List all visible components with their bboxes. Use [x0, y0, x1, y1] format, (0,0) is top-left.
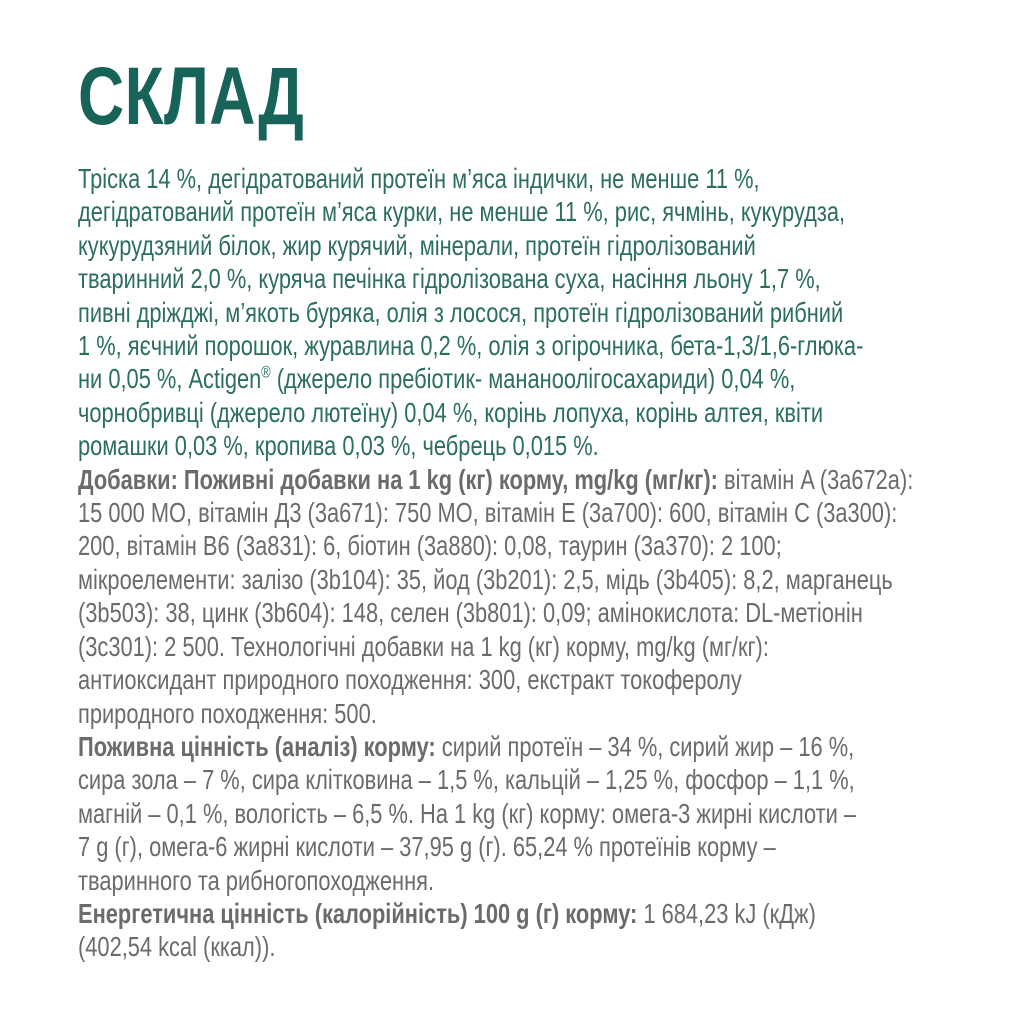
text-segment: 200, вітамін B6 (3a831): 6, біотин (3a880): 0,08, таурин (3a370): 2 100; [78, 530, 782, 562]
text-segment: тваринний 2,0 %, куряча печінка гідролізована суха, насіння льону 1,7 %, [78, 263, 821, 295]
text-segment: тваринного та рибногопоходження. [78, 864, 435, 896]
text-line [78, 930, 975, 963]
text-segment: (3b503): 38, цинк (3b604): 148, селен (3b801): 0,09; амінокислота: DL-метіонін [78, 597, 863, 629]
text-segment: ни 0,05 %, Actigen® (джерело пребіотик- мананоолігосахариди) 0,04 %, [78, 363, 796, 395]
text-segment: 1 684,23 kJ (кДж) [637, 897, 816, 929]
label-body [78, 162, 975, 964]
text-line [78, 563, 975, 596]
text-segment: (402,54 kcal (ккал)). [78, 931, 276, 963]
text-line [78, 697, 975, 730]
text-segment: ромашки 0,03 %, кропива 0,03 %, чебрець 0,015 %. [78, 430, 599, 462]
text-segment: пивні дріжджі, м’якоть буряка, олія з лосося, протеїн гідролізований рибний [78, 296, 844, 328]
page-title: СКЛАД [78, 51, 305, 142]
text-segment: вітамін A (3a672a): [717, 463, 914, 495]
registered-trademark-symbol: ® [261, 364, 271, 383]
text-line [78, 897, 975, 930]
text-segment: 7 g (г), омега-6 жирні кислоти – 37,95 g (г). 65,24 % протеїнів корму – [78, 831, 776, 863]
text-segment: сира зола – 7 %, сира клітковина – 1,5 %, кальцій – 1,25 %, фосфор – 1,1 %, [78, 764, 855, 796]
text-line [78, 296, 975, 329]
section-composition [78, 162, 975, 463]
label-content [78, 51, 975, 964]
text-segment: 1 %, яєчний порошок, журавлина 0,2 %, олія з огірочника, бета-1,3/1,6-глюка- [78, 330, 864, 362]
text-line [78, 262, 975, 295]
text-line [78, 663, 975, 696]
text-segment: чорнобривці (джерело лютеїну) 0,04 %, корінь лопуха, корінь алтея, квіти [78, 396, 824, 428]
bold-text-segment: Поживна цінність (аналіз) корму: [78, 730, 436, 762]
text-line [78, 763, 975, 796]
text-line [78, 162, 975, 195]
section-nutritional-value [78, 730, 975, 897]
bold-text-segment: Добавки: Поживні добавки на 1 kg (кг) корму, mg/kg (мг/кг): [78, 463, 718, 495]
text-line [78, 529, 975, 562]
text-line [78, 797, 975, 830]
text-segment: природного походження: 500. [78, 697, 377, 729]
bold-text-segment: Енергетична цінність (калорійність) 100 g (г) корму: [78, 897, 638, 929]
text-segment: кукурудзяний білок, жир курячий, мінерали, протеїн гідролізований [78, 229, 756, 261]
text-line [78, 830, 975, 863]
text-line [78, 463, 975, 496]
text-line [78, 396, 975, 429]
text-line [78, 596, 975, 629]
text-segment: дегідратований протеїн м’яса курки, не менше 11 %, рис, ячмінь, кукурудза, [78, 196, 846, 228]
text-line [78, 429, 975, 462]
text-line [78, 730, 975, 763]
text-line [78, 362, 975, 395]
text-line [78, 195, 975, 228]
text-line [78, 329, 975, 362]
text-segment: Тріска 14 %, дегідратований протеїн м’яса індички, не менше 11 %, [78, 163, 760, 194]
section-additives [78, 463, 975, 730]
text-segment: мікроелементи: залізо (3b104): 35, йод (3b201): 2,5, мідь (3b405): 8,2, марганець [78, 563, 893, 595]
text-line [78, 864, 975, 897]
text-segment: антиоксидант природного походження: 300, екстракт токоферолу [78, 664, 742, 696]
text-line [78, 229, 975, 262]
text-segment: сирий протеїн – 34 %, сирий жир – 16 %, [435, 730, 855, 762]
text-line [78, 630, 975, 663]
text-segment: (3c301): 2 500. Технологічні добавки на 1 kg (кг) корму, mg/kg (мг/кг): [78, 630, 769, 662]
section-energy-value [78, 897, 975, 964]
text-line [78, 496, 975, 529]
text-segment: магній – 0,1 %, вологість – 6,5 %. На 1 kg (кг) корму: омега-3 жирні кислоти – [78, 797, 857, 829]
text-segment: 15 000 МО, вітамін Д3 (3a671): 750 МО, вітамін E (3a700): 600, вітамін C (3a300): [78, 497, 898, 529]
